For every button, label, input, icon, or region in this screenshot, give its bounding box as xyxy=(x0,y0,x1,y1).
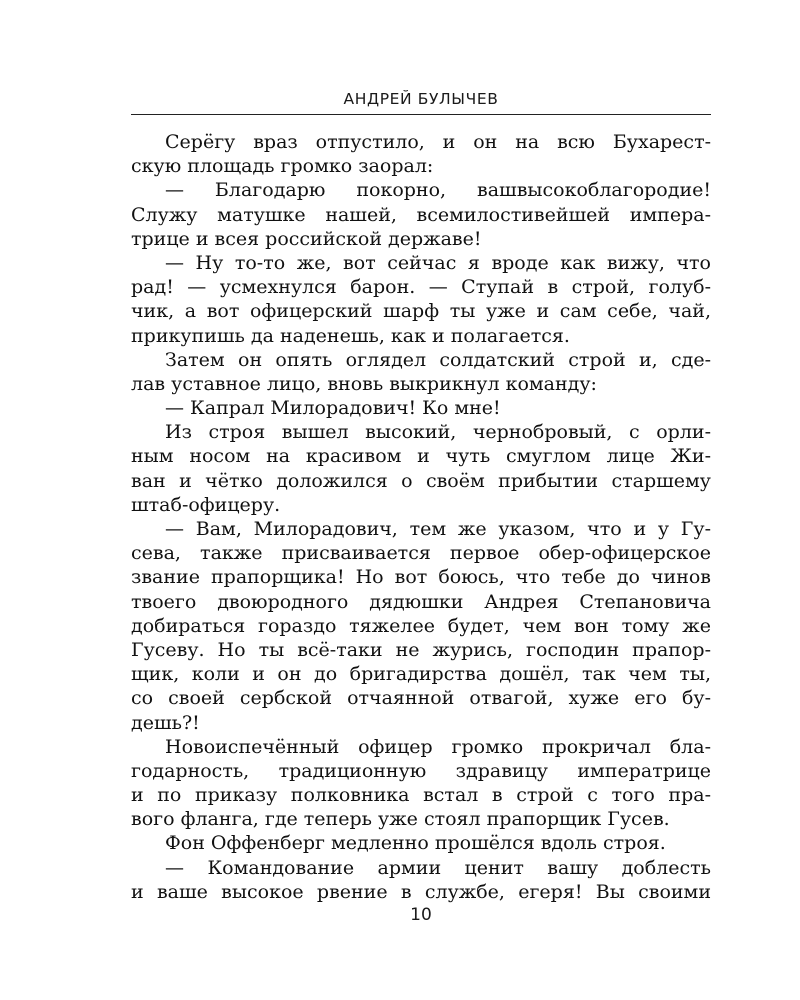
text-line: Служу матушке нашей, всемилостивейшей импера- xyxy=(131,203,711,226)
header-rule xyxy=(131,114,711,115)
text-line: чик, а вот офицерский шарф ты уже и сам себе, чай, xyxy=(131,300,711,323)
text-line: скую площадь громко заорал: xyxy=(131,155,434,178)
body-text xyxy=(131,130,711,904)
text-line: — Командование армии ценит вашу доблесть xyxy=(165,856,711,879)
text-line: сева, также присваивается первое обер-офицерское xyxy=(131,542,711,565)
text-line: Из строя вышел высокий, чернобровый, с орли- xyxy=(165,421,711,444)
text-line: годарность, традиционную здравицу императрице xyxy=(131,759,711,782)
text-line: прикупишь да наденешь, как и полагается. xyxy=(131,324,570,347)
running-header-author: АНДРЕЙ БУЛЫЧЕВ xyxy=(343,90,499,108)
text-line: Затем он опять оглядел солдатский строй и, сде- xyxy=(165,348,711,371)
text-line: — Благодарю покорно, вашвысокоблагородие! xyxy=(165,179,711,202)
text-line: Серёгу враз отпустило, и он на всю Бухарест- xyxy=(165,131,711,153)
text-line: — Ну то-то же, вот сейчас я вроде как вижу, что xyxy=(165,251,711,274)
text-line: и по приказу полковника встал в строй с того пра- xyxy=(131,784,711,807)
text-line: Фон Оффенберг медленно прошёлся вдоль строя. xyxy=(165,832,666,855)
text-line: — Вам, Милорадович, тем же указом, что и у Гу- xyxy=(165,518,711,540)
text-line: ван и чётко доложился о своём прибытии старшему xyxy=(131,469,711,492)
text-line: — Капрал Милорадович! Ко мне! xyxy=(165,397,501,420)
text-line: рад! — усмехнулся барон. — Ступай в строй, голуб- xyxy=(131,276,711,299)
text-line: штаб-офицеру. xyxy=(131,493,281,516)
page-number: 10 xyxy=(410,905,432,925)
text-line: твоего двоюродного дядюшки Андрея Степановича xyxy=(131,590,711,613)
text-line: звание прапорщика! Но вот боюсь, что тебе до чинов xyxy=(131,566,711,589)
text-line: Гусеву. Но ты всё-таки не журись, господин прапор- xyxy=(131,638,711,661)
text-line: Новоиспечённый офицер громко прокричал бла- xyxy=(165,735,711,758)
text-line: ным носом на красивом и чуть смуглом лице Жи- xyxy=(131,445,711,468)
text-line: дешь?! xyxy=(131,711,200,734)
text-line: вого фланга, где теперь уже стоял прапорщик Гусев. xyxy=(131,808,670,831)
text-line: лав уставное лицо, вновь выкрикнул команду: xyxy=(131,372,597,395)
text-line: со своей сербской отчаянной отвагой, хуже его бу- xyxy=(131,687,711,710)
text-line: и ваше высокое рвение в службе, егеря! Вы своими xyxy=(131,880,711,903)
text-line: трице и всея российской державе! xyxy=(131,227,482,250)
text-line: щик, коли и он до бригадирства дошёл, так чем ты, xyxy=(131,663,711,686)
text-line: добираться гораздо тяжелее будет, чем вон тому же xyxy=(131,614,711,637)
